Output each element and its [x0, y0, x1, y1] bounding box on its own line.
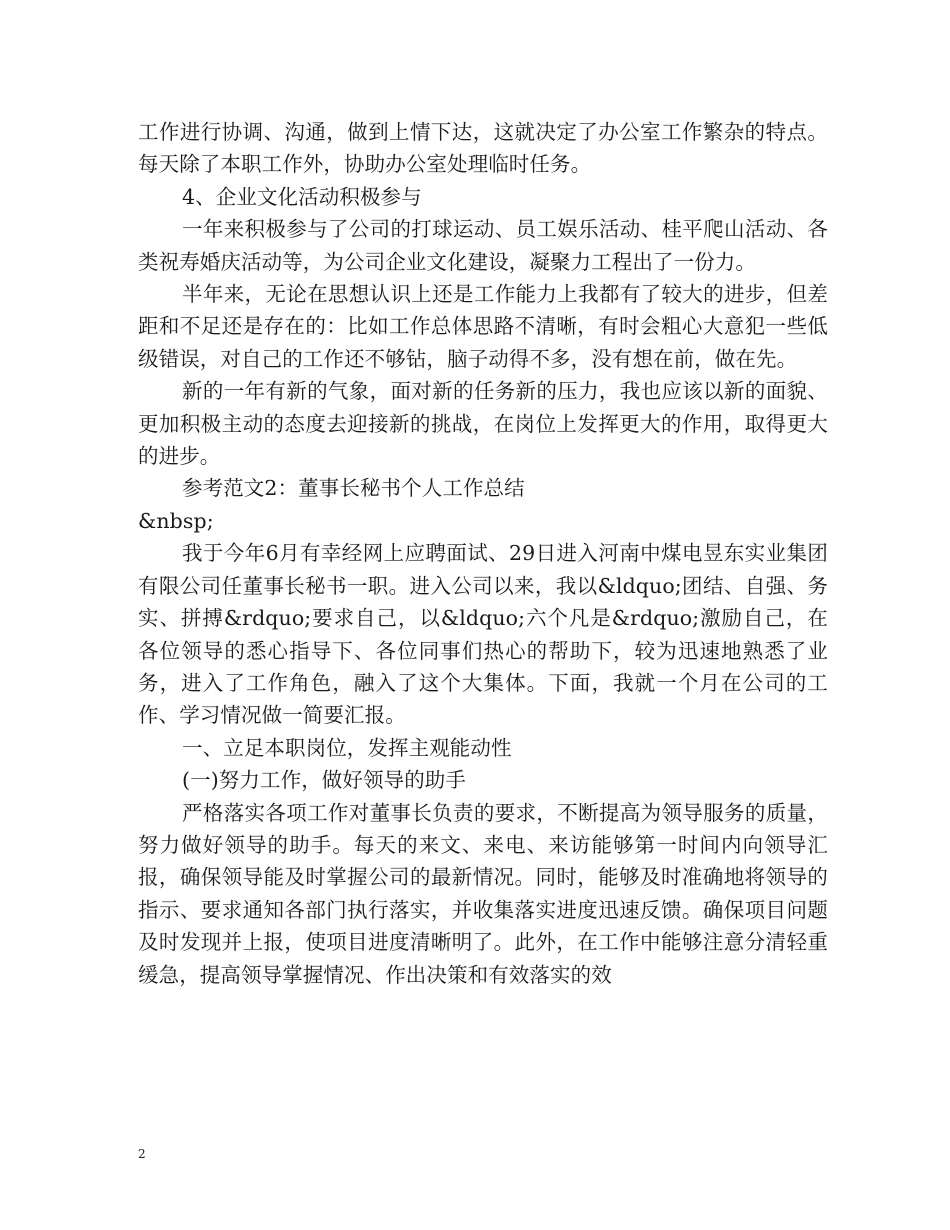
section-heading-1: 一、立足本职岗位，发挥主观能动性: [182, 735, 512, 760]
paragraph-4: 半年来，无论在思想认识上还是工作能力上我都有了较大的进步，但差距和不足还是存在的：比如工作总体思路不清晰，有时会粗心大意犯一些低级错误，对自己的工作还不够钻，脑子动得不多，没有想在前，做在先。: [138, 282, 828, 371]
paragraph-3: 一年来积极参与了公司的打球运动、员工娱乐活动、桂平爬山活动、各类祝寿婚庆活动等，为公司企业文化建设，凝聚力工程出了一份力。: [138, 217, 828, 274]
document-body: [138, 116, 828, 991]
paragraph-2: 4、企业文化活动积极参与: [182, 184, 422, 209]
paragraph-1: 工作进行协调、沟通，做到上情下达，这就决定了办公室工作繁杂的特点。每天除了本职工作外，协助办公室处理临时任务。: [138, 120, 828, 177]
paragraph-11: 严格落实各项工作对董事长负责的要求，不断提高为领导服务的质量，努力做好领导的助手。每天的来文、来电、来访能够第一时间内向领导汇报，确保领导能及时掌握公司的最新情况。同时，能够及时准确地将领导的指示、要求通知各部门执行落实，并收集落实进度迅速反馈。确保项目问题及时发现并上报，使项目进度清晰明了。此外，在工作中能够注意分清轻重缓急，提高领导掌握情况、作出决策和有效落实的效: [138, 800, 828, 987]
section-heading-sample-2: 参考范文2：董事长秘书个人工作总结: [182, 476, 525, 501]
page-number: 2: [138, 1147, 146, 1161]
subsection-heading-1: (一)努力工作，做好领导的助手: [182, 768, 466, 793]
paragraph-8: 我于今年6月有幸经网上应聘面试、29日进入河南中煤电昱东实业集团有限公司任董事长秘书一职。进入公司以来，我以&ldquo;团结、自强、务实、拼搏&rdquo;要求自己，以&ldquo;六个凡是&rdquo;激励自己，在各位领导的悉心指导下、各位同事们热心的帮助下，较为迅速地熟悉了业务，进入了工作角色，融入了这个大集体。下面，我就一个月在公司的工作、学习情况做一简要汇报。: [138, 541, 828, 728]
paragraph-nbsp: &nbsp;: [138, 508, 214, 533]
paragraph-5: 新的一年有新的气象，面对新的任务新的压力，我也应该以新的面貌、更加积极主动的态度去迎接新的挑战，在岗位上发挥更大的作用，取得更大的进步。: [138, 379, 828, 469]
